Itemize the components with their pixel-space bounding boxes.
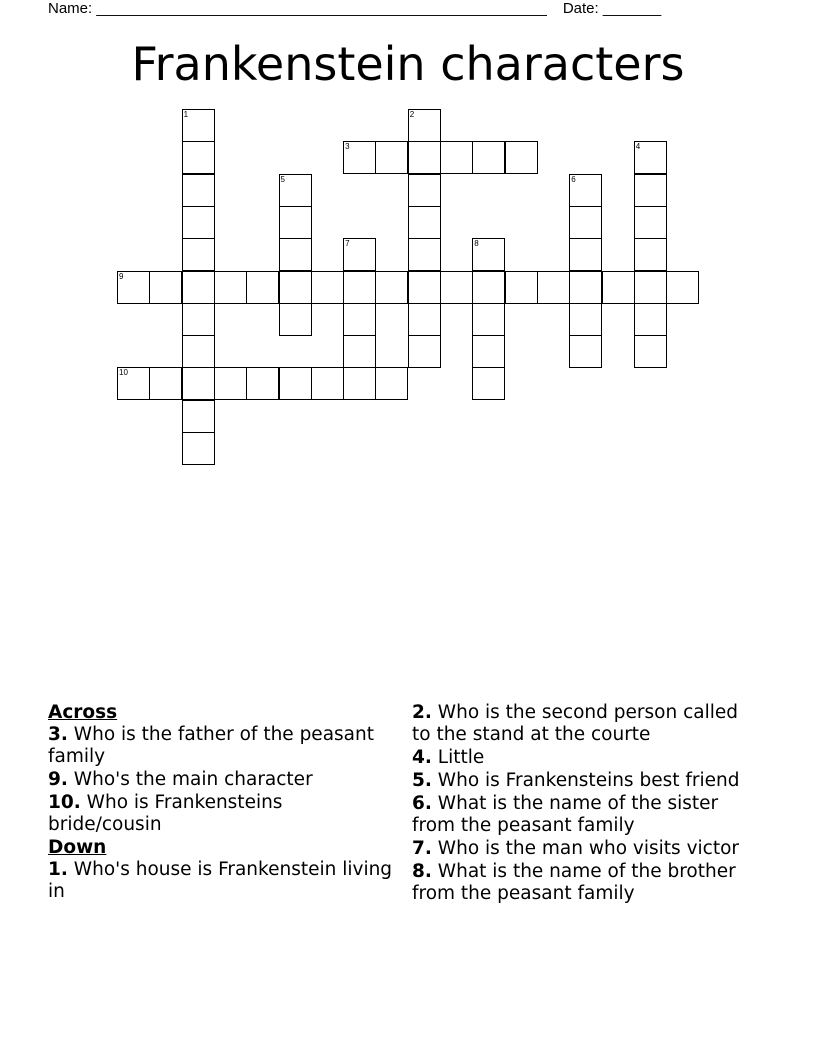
crossword-cell[interactable] [569, 238, 602, 271]
crossword-cell[interactable] [472, 271, 505, 304]
crossword-cell[interactable] [182, 367, 215, 400]
date-field-label: Date: _______ [562, 0, 662, 17]
clue-down-8 [412, 861, 757, 905]
crossword-cell[interactable] [634, 174, 667, 207]
crossword-cell[interactable] [343, 335, 376, 368]
crossword-cell[interactable] [279, 367, 312, 400]
clue-text: What is the name of the sister from the peasant family [412, 793, 719, 836]
crossword-cell[interactable] [666, 271, 699, 304]
clue-number: 4. [412, 747, 432, 768]
crossword-cell[interactable] [117, 271, 150, 304]
clue-text: Who is the second person called to the stand at the courte [412, 702, 738, 745]
crossword-cell[interactable] [117, 367, 150, 400]
clue-number: 8. [412, 861, 432, 882]
crossword-cell[interactable] [246, 367, 279, 400]
crossword-cell[interactable] [569, 206, 602, 239]
clue-across-9 [48, 769, 393, 791]
crossword-cell[interactable] [182, 174, 215, 207]
crossword-cell[interactable] [375, 141, 408, 174]
clue-number-label: 6 [571, 174, 576, 184]
crossword-cell[interactable] [182, 303, 215, 336]
crossword-cell[interactable] [343, 367, 376, 400]
down-heading: Down [48, 837, 107, 858]
clue-down-5 [412, 770, 757, 792]
crossword-cell[interactable] [182, 400, 215, 433]
crossword-cell[interactable] [408, 174, 441, 207]
clue-text: Who is the father of the peasant family [48, 724, 374, 767]
crossword-cell[interactable] [182, 238, 215, 271]
crossword-cell[interactable] [182, 432, 215, 465]
crossword-cell[interactable] [602, 271, 635, 304]
crossword-grid [0, 0, 816, 480]
crossword-cell[interactable] [408, 303, 441, 336]
crossword-cell[interactable] [440, 271, 473, 304]
crossword-cell[interactable] [343, 271, 376, 304]
clue-down-2 [412, 702, 757, 746]
clue-number: 2. [412, 702, 432, 723]
clue-number-label: 4 [635, 142, 641, 152]
crossword-cell[interactable] [472, 335, 505, 368]
clue-across-3 [48, 724, 393, 768]
crossword-cell[interactable] [408, 271, 441, 304]
clue-number: 6. [412, 793, 432, 814]
clue-text: Who is the man who visits victor [437, 838, 740, 859]
crossword-cell[interactable] [408, 238, 441, 271]
crossword-cell[interactable] [343, 238, 376, 271]
crossword-cell[interactable] [505, 141, 538, 174]
crossword-cell[interactable] [634, 238, 667, 271]
clue-number: 5. [412, 770, 432, 791]
clues-right-column [412, 702, 757, 906]
crossword-cell[interactable] [343, 141, 376, 174]
crossword-cell[interactable] [472, 367, 505, 400]
crossword-cell[interactable] [472, 141, 505, 174]
crossword-cell[interactable] [182, 141, 215, 174]
crossword-cell[interactable] [505, 271, 538, 304]
clue-number: 10. [48, 792, 81, 813]
crossword-cell[interactable] [149, 367, 182, 400]
clue-number-label: 3 [345, 142, 350, 152]
crossword-cell[interactable] [634, 303, 667, 336]
crossword-cell[interactable] [279, 206, 312, 239]
crossword-cell[interactable] [214, 367, 247, 400]
clue-number-label: 5 [280, 174, 285, 184]
clue-number-label: 7 [345, 239, 350, 249]
crossword-cell[interactable] [408, 109, 441, 142]
crossword-cell[interactable] [634, 335, 667, 368]
clue-text: Who is Frankensteins bride/cousin [48, 792, 283, 835]
crossword-cell[interactable] [375, 271, 408, 304]
clue-number-label: 2 [409, 110, 415, 119]
crossword-cell[interactable] [279, 271, 312, 304]
crossword-cell[interactable] [182, 271, 215, 304]
crossword-cell[interactable] [634, 271, 667, 304]
crossword-cell[interactable] [569, 303, 602, 336]
clue-number: 3. [48, 724, 68, 745]
crossword-cell[interactable] [214, 271, 247, 304]
crossword-cell[interactable] [182, 335, 215, 368]
clue-text: Little [437, 747, 485, 768]
crossword-cell[interactable] [472, 238, 505, 271]
crossword-cell[interactable] [375, 367, 408, 400]
crossword-cell[interactable] [279, 174, 312, 207]
clue-number-label: 9 [119, 271, 124, 281]
crossword-cell[interactable] [569, 271, 602, 304]
name-field-label: Name: ______________________________________________________ [48, 0, 547, 17]
clue-down-4 [412, 747, 757, 769]
clue-number-label: 10 [119, 368, 128, 378]
crossword-cell[interactable] [569, 174, 602, 207]
clue-across-10 [48, 792, 393, 836]
crossword-cell[interactable] [182, 206, 215, 239]
crossword-cell[interactable] [279, 238, 312, 271]
crossword-cell[interactable] [149, 271, 182, 304]
crossword-cell[interactable] [408, 141, 441, 174]
crossword-cell[interactable] [182, 109, 215, 142]
clue-down-6 [412, 793, 757, 837]
clue-number: 7. [412, 838, 432, 859]
clue-down-1 [48, 859, 393, 903]
clue-text: What is the name of the brother from the peasant family [412, 861, 736, 904]
crossword-cell[interactable] [634, 141, 667, 174]
clue-text: Who's house is Frankenstein living in [48, 859, 393, 902]
page-title: Frankenstein characters [131, 37, 685, 91]
crossword-cell[interactable] [634, 206, 667, 239]
clue-text: Who is Frankensteins best friend [437, 770, 740, 791]
clue-number-label: 8 [474, 239, 479, 249]
crossword-cell[interactable] [279, 303, 312, 336]
crossword-cell[interactable] [537, 271, 570, 304]
across-heading: Across [48, 702, 118, 723]
crossword-cell[interactable] [311, 367, 344, 400]
crossword-cell[interactable] [311, 271, 344, 304]
crossword-cell[interactable] [408, 335, 441, 368]
clue-text: Who's the main character [73, 769, 313, 790]
crossword-cell[interactable] [440, 141, 473, 174]
crossword-cell[interactable] [246, 271, 279, 304]
clue-number: 9. [48, 769, 68, 790]
crossword-cell[interactable] [408, 206, 441, 239]
crossword-cell[interactable] [472, 303, 505, 336]
clues-left-column [48, 702, 393, 904]
clue-number: 1. [48, 859, 68, 880]
crossword-cell[interactable] [569, 335, 602, 368]
crossword-cell[interactable] [343, 303, 376, 336]
clue-down-7 [412, 838, 757, 860]
clue-number-label: 1 [183, 110, 189, 119]
